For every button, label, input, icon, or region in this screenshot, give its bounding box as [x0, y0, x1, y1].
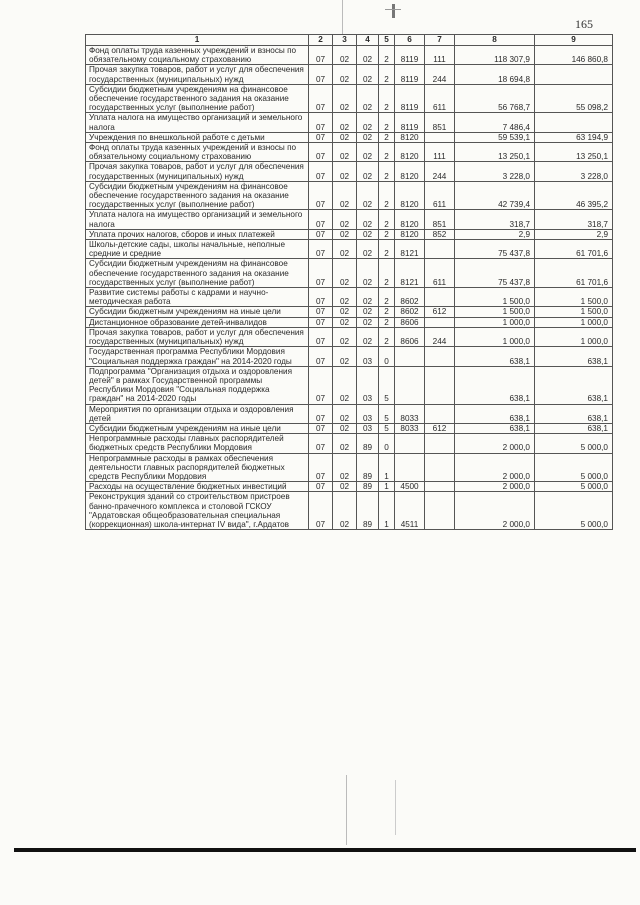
program-code: 02 [357, 65, 379, 84]
table-row [86, 492, 613, 530]
subprogram-code: 2 [379, 288, 395, 307]
expense-type-code: 852 [425, 229, 455, 239]
section-code: 07 [309, 229, 333, 239]
column-header: 5 [379, 35, 395, 46]
item-name: Непрограммные расходы в рамках обеспечения деятельности главных распорядителей бюджетных средств Республики Мордовия [86, 453, 309, 482]
subsection-code: 02 [333, 259, 357, 288]
section-code: 07 [309, 482, 333, 492]
subsection-code: 02 [333, 453, 357, 482]
program-code: 02 [357, 327, 379, 346]
item-name: Реконструкция зданий со строительством пристроев банно-прачечного комплекса и столовой ГСКОУ "Ардатовская общеобразовательная специальная (коррекционная) школа-интернат IV вида", г.Ардатов [86, 492, 309, 530]
article-code: 8121 [395, 240, 425, 259]
subprogram-code: 1 [379, 453, 395, 482]
column-header: 4 [357, 35, 379, 46]
table-row [86, 143, 613, 162]
section-code: 07 [309, 307, 333, 317]
item-name: Уплата прочих налогов, сборов и иных платежей [86, 229, 309, 239]
item-name: Государственная программа Республики Мордовия "Социальная поддержка граждан" на 2014-2020 годы [86, 347, 309, 366]
amount-2015: 638,1 [535, 404, 613, 423]
article-code: 8120 [395, 210, 425, 229]
subsection-code: 02 [333, 143, 357, 162]
amount-2014: 638,1 [455, 404, 535, 423]
article-code: 8606 [395, 327, 425, 346]
amount-2015: 1 500,0 [535, 307, 613, 317]
amount-2014: 59 539,1 [455, 132, 535, 142]
subsection-code: 02 [333, 317, 357, 327]
subprogram-code: 2 [379, 181, 395, 210]
expense-type-code [425, 492, 455, 530]
section-code: 07 [309, 132, 333, 142]
article-code: 8120 [395, 162, 425, 181]
subsection-code: 02 [333, 307, 357, 317]
article-code [395, 347, 425, 366]
section-code: 07 [309, 347, 333, 366]
table-row [86, 434, 613, 453]
subprogram-code: 2 [379, 162, 395, 181]
table-row [86, 317, 613, 327]
table-row [86, 347, 613, 366]
column-header: 1 [86, 35, 309, 46]
program-code: 02 [357, 288, 379, 307]
column-header: 8 [455, 35, 535, 46]
subprogram-code: 5 [379, 404, 395, 423]
amount-2015: 638,1 [535, 347, 613, 366]
amount-2015: 638,1 [535, 423, 613, 433]
table-row [86, 453, 613, 482]
section-code: 07 [309, 84, 333, 113]
subsection-code: 02 [333, 288, 357, 307]
amount-2014: 638,1 [455, 347, 535, 366]
article-code: 8119 [395, 113, 425, 132]
amount-2015: 318,7 [535, 210, 613, 229]
expense-type-code [425, 347, 455, 366]
expense-type-code [425, 404, 455, 423]
amount-2015: 3 228,0 [535, 162, 613, 181]
subprogram-code: 5 [379, 423, 395, 433]
item-name: Уплата налога на имущество организаций и земельного налога [86, 113, 309, 132]
expense-type-code: 611 [425, 84, 455, 113]
article-code: 8119 [395, 46, 425, 65]
program-code: 02 [357, 259, 379, 288]
table-row [86, 210, 613, 229]
fold-line [342, 0, 343, 34]
item-name: Прочая закупка товаров, работ и услуг для обеспечения государственных (муниципальных) нужд [86, 162, 309, 181]
expense-type-code: 111 [425, 143, 455, 162]
subsection-code: 02 [333, 210, 357, 229]
subprogram-code: 2 [379, 240, 395, 259]
amount-2014: 1 500,0 [455, 288, 535, 307]
table-row [86, 65, 613, 84]
article-code [395, 366, 425, 404]
table-row [86, 259, 613, 288]
item-name: Развитие системы работы с кадрами и научно-методическая работа [86, 288, 309, 307]
subprogram-code: 2 [379, 113, 395, 132]
subprogram-code: 2 [379, 84, 395, 113]
item-name: Прочая закупка товаров, работ и услуг для обеспечения государственных (муниципальных) нужд [86, 65, 309, 84]
section-code: 07 [309, 404, 333, 423]
program-code: 02 [357, 307, 379, 317]
expense-type-code [425, 482, 455, 492]
subsection-code: 02 [333, 84, 357, 113]
program-code: 02 [357, 132, 379, 142]
subprogram-code: 2 [379, 229, 395, 239]
program-code: 89 [357, 482, 379, 492]
amount-2015: 5 000,0 [535, 434, 613, 453]
amount-2015: 61 701,6 [535, 240, 613, 259]
item-name: Субсидии бюджетным учреждениям на финансовое обеспечение государственного задания на оказание государственных услуг (выполнение работ) [86, 181, 309, 210]
scan-mark-top [392, 4, 395, 18]
subprogram-code: 2 [379, 132, 395, 142]
expense-type-code [425, 288, 455, 307]
item-name: Расходы на осуществление бюджетных инвестиций [86, 482, 309, 492]
amount-2015: 61 701,6 [535, 259, 613, 288]
article-code: 8606 [395, 317, 425, 327]
program-code: 02 [357, 240, 379, 259]
column-header: 9 [535, 35, 613, 46]
amount-2014: 7 486,4 [455, 113, 535, 132]
table-row [86, 366, 613, 404]
article-code: 8120 [395, 132, 425, 142]
amount-2014: 42 739,4 [455, 181, 535, 210]
section-code: 07 [309, 453, 333, 482]
table-row [86, 288, 613, 307]
subprogram-code: 2 [379, 259, 395, 288]
item-name: Непрограммные расходы главных распорядителей бюджетных средств Республики Мордовия [86, 434, 309, 453]
amount-2015: 46 395,2 [535, 181, 613, 210]
amount-2014: 2 000,0 [455, 482, 535, 492]
table-row [86, 132, 613, 142]
subprogram-code: 2 [379, 46, 395, 65]
expense-type-code: 244 [425, 162, 455, 181]
item-name: Дистанционное образование детей-инвалидов [86, 317, 309, 327]
section-code: 07 [309, 65, 333, 84]
subprogram-code: 2 [379, 307, 395, 317]
amount-2015: 5 000,0 [535, 482, 613, 492]
amount-2015: 55 098,2 [535, 84, 613, 113]
subsection-code: 02 [333, 434, 357, 453]
subsection-code: 02 [333, 404, 357, 423]
amount-2014: 2 000,0 [455, 434, 535, 453]
item-name: Мероприятия по организации отдыха и оздоровления детей [86, 404, 309, 423]
section-code: 07 [309, 162, 333, 181]
article-code: 4500 [395, 482, 425, 492]
amount-2015: 63 194,9 [535, 132, 613, 142]
table-body [86, 35, 613, 530]
amount-2014: 318,7 [455, 210, 535, 229]
expense-type-code: 611 [425, 259, 455, 288]
article-code [395, 434, 425, 453]
section-code: 07 [309, 423, 333, 433]
expense-type-code [425, 453, 455, 482]
subsection-code: 02 [333, 423, 357, 433]
bottom-rule [14, 848, 636, 852]
program-code: 02 [357, 210, 379, 229]
subsection-code: 02 [333, 240, 357, 259]
scan-mark-top-dash [385, 9, 401, 10]
amount-2015 [535, 65, 613, 84]
table-row [86, 84, 613, 113]
article-code: 8119 [395, 84, 425, 113]
subprogram-code: 0 [379, 347, 395, 366]
amount-2014: 18 694,8 [455, 65, 535, 84]
expense-type-code: 612 [425, 423, 455, 433]
item-name: Фонд оплаты труда казенных учреждений и взносы по обязательному социальному страхованию [86, 143, 309, 162]
expense-type-code [425, 132, 455, 142]
table-row [86, 327, 613, 346]
item-name: Субсидии бюджетным учреждениям на финансовое обеспечение государственного задания на оказание государственных услуг (выполнение работ) [86, 84, 309, 113]
item-name: Прочая закупка товаров, работ и услуг для обеспечения государственных (муниципальных) нужд [86, 327, 309, 346]
subsection-code: 02 [333, 181, 357, 210]
expense-type-code: 111 [425, 46, 455, 65]
article-code: 8033 [395, 423, 425, 433]
section-code: 07 [309, 240, 333, 259]
amount-2014: 1 000,0 [455, 327, 535, 346]
amount-2015: 1 000,0 [535, 317, 613, 327]
page-number: 165 [575, 17, 593, 31]
item-name: Субсидии бюджетным учреждениям на иные цели [86, 423, 309, 433]
subsection-code: 02 [333, 132, 357, 142]
subsection-code: 02 [333, 46, 357, 65]
amount-2014: 2,9 [455, 229, 535, 239]
program-code: 02 [357, 181, 379, 210]
amount-2015 [535, 113, 613, 132]
section-code: 07 [309, 143, 333, 162]
program-code: 89 [357, 453, 379, 482]
article-code: 4511 [395, 492, 425, 530]
subprogram-code: 2 [379, 317, 395, 327]
item-name: Подпрограмма "Организация отдыха и оздоровления детей" в рамках Государственной программы Республики Мордовия "Социальная поддержка граждан" на 2014-2020 годы [86, 366, 309, 404]
section-code: 07 [309, 327, 333, 346]
amount-2014: 56 768,7 [455, 84, 535, 113]
table-row [86, 162, 613, 181]
subprogram-code: 0 [379, 434, 395, 453]
expense-type-code: 244 [425, 327, 455, 346]
program-code: 02 [357, 162, 379, 181]
program-code: 02 [357, 317, 379, 327]
expense-type-code: 851 [425, 210, 455, 229]
section-code: 07 [309, 181, 333, 210]
expense-type-code [425, 434, 455, 453]
section-code: 07 [309, 259, 333, 288]
fold-line-lower-2 [395, 780, 396, 835]
amount-2015: 146 860,8 [535, 46, 613, 65]
subsection-code: 02 [333, 347, 357, 366]
header-row [86, 35, 613, 46]
program-code: 03 [357, 423, 379, 433]
subprogram-code: 2 [379, 210, 395, 229]
program-code: 02 [357, 229, 379, 239]
amount-2014: 75 437,8 [455, 259, 535, 288]
program-code: 89 [357, 492, 379, 530]
subsection-code: 02 [333, 229, 357, 239]
article-code: 8602 [395, 288, 425, 307]
amount-2014: 638,1 [455, 423, 535, 433]
column-header: 6 [395, 35, 425, 46]
item-name: Субсидии бюджетным учреждениям на финансовое обеспечение государственного задания на оказание государственных услуг (выполнение работ) [86, 259, 309, 288]
budget-table [85, 34, 613, 530]
section-code: 07 [309, 317, 333, 327]
column-header: 2 [309, 35, 333, 46]
program-code: 03 [357, 366, 379, 404]
subsection-code: 02 [333, 482, 357, 492]
subprogram-code: 2 [379, 327, 395, 346]
program-code: 89 [357, 434, 379, 453]
article-code: 8120 [395, 229, 425, 239]
expense-type-code: 611 [425, 181, 455, 210]
fold-line-lower [346, 775, 347, 845]
section-code: 07 [309, 366, 333, 404]
table-row [86, 113, 613, 132]
program-code: 03 [357, 347, 379, 366]
item-name: Фонд оплаты труда казенных учреждений и взносы по обязательному социальному страхованию [86, 46, 309, 65]
amount-2014: 118 307,9 [455, 46, 535, 65]
table-row [86, 181, 613, 210]
program-code: 02 [357, 46, 379, 65]
table-row [86, 404, 613, 423]
section-code: 07 [309, 492, 333, 530]
section-code: 07 [309, 113, 333, 132]
expense-type-code [425, 240, 455, 259]
amount-2015: 1 000,0 [535, 327, 613, 346]
subprogram-code: 2 [379, 65, 395, 84]
subsection-code: 02 [333, 492, 357, 530]
article-code: 8120 [395, 143, 425, 162]
amount-2015: 638,1 [535, 366, 613, 404]
expense-type-code: 851 [425, 113, 455, 132]
subsection-code: 02 [333, 113, 357, 132]
column-header: 3 [333, 35, 357, 46]
item-name: Школы-детские сады, школы начальные, неполные средние и средние [86, 240, 309, 259]
amount-2015: 2,9 [535, 229, 613, 239]
expense-type-code: 244 [425, 65, 455, 84]
program-code: 02 [357, 143, 379, 162]
program-code: 02 [357, 113, 379, 132]
article-code: 8602 [395, 307, 425, 317]
article-code: 8120 [395, 181, 425, 210]
article-code: 8033 [395, 404, 425, 423]
amount-2015: 13 250,1 [535, 143, 613, 162]
expense-type-code [425, 317, 455, 327]
table-row [86, 482, 613, 492]
amount-2014: 3 228,0 [455, 162, 535, 181]
amount-2015: 5 000,0 [535, 492, 613, 530]
program-code: 02 [357, 84, 379, 113]
amount-2014: 2 000,0 [455, 492, 535, 530]
section-code: 07 [309, 434, 333, 453]
table-row [86, 46, 613, 65]
subsection-code: 02 [333, 327, 357, 346]
amount-2015: 1 500,0 [535, 288, 613, 307]
table-row [86, 307, 613, 317]
program-code: 03 [357, 404, 379, 423]
item-name: Субсидии бюджетным учреждениям на иные цели [86, 307, 309, 317]
amount-2014: 13 250,1 [455, 143, 535, 162]
expense-type-code: 612 [425, 307, 455, 317]
subsection-code: 02 [333, 366, 357, 404]
subprogram-code: 1 [379, 482, 395, 492]
table-row [86, 240, 613, 259]
amount-2014: 75 437,8 [455, 240, 535, 259]
subprogram-code: 2 [379, 143, 395, 162]
section-code: 07 [309, 210, 333, 229]
article-code: 8121 [395, 259, 425, 288]
subsection-code: 02 [333, 162, 357, 181]
column-header: 7 [425, 35, 455, 46]
expense-type-code [425, 366, 455, 404]
subsection-code: 02 [333, 65, 357, 84]
amount-2014: 638,1 [455, 366, 535, 404]
item-name: Учреждения по внешкольной работе с детьми [86, 132, 309, 142]
amount-2014: 1 000,0 [455, 317, 535, 327]
table-row [86, 229, 613, 239]
table-row [86, 423, 613, 433]
article-code [395, 453, 425, 482]
section-code: 07 [309, 288, 333, 307]
amount-2014: 1 500,0 [455, 307, 535, 317]
subprogram-code: 5 [379, 366, 395, 404]
section-code: 07 [309, 46, 333, 65]
subprogram-code: 1 [379, 492, 395, 530]
article-code: 8119 [395, 65, 425, 84]
amount-2014: 2 000,0 [455, 453, 535, 482]
amount-2015: 5 000,0 [535, 453, 613, 482]
item-name: Уплата налога на имущество организаций и земельного налога [86, 210, 309, 229]
